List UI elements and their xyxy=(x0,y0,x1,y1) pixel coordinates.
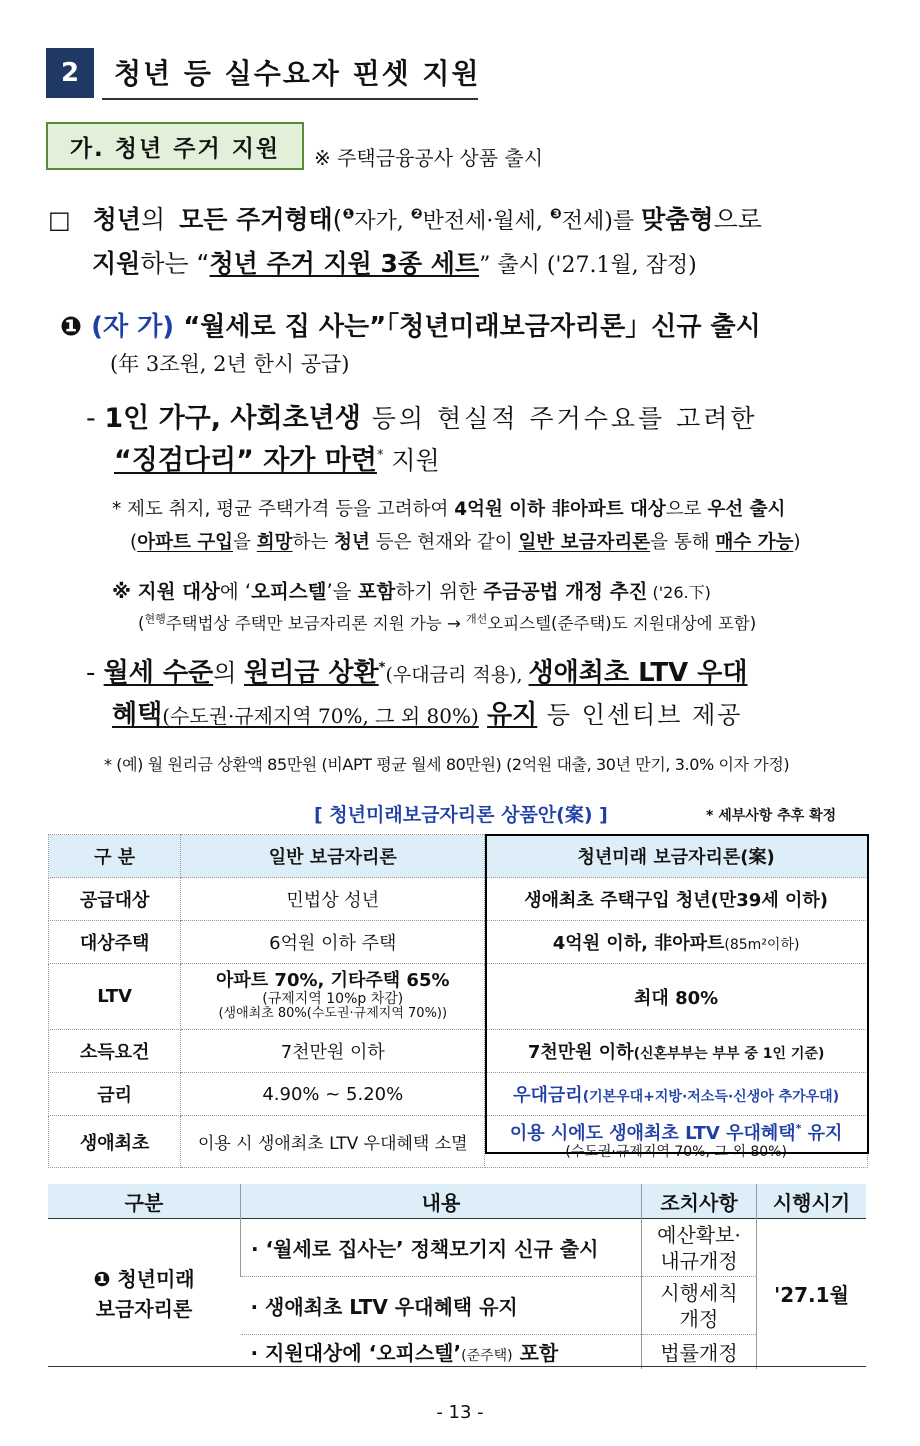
item1-desc-2 xyxy=(114,438,440,477)
action-line: 예산확보· xyxy=(657,1222,741,1247)
note-text: 을 xyxy=(233,532,257,553)
note-text: 하기 위한 xyxy=(395,580,484,603)
item1-label: (자 가) xyxy=(91,312,175,342)
desc-text: 등의 현실적 주거수요를 고려한 xyxy=(360,404,758,433)
intro-word: 청년 xyxy=(92,205,141,234)
intro-word: 하는 “ xyxy=(140,249,210,278)
footnote-mark: * xyxy=(378,660,386,676)
desc-text xyxy=(479,700,487,730)
youth-main: 우대금리 xyxy=(513,1085,583,1106)
note-text: * 제도 취지, 평균 주택가격 등을 고려하여 xyxy=(112,499,455,520)
table-row xyxy=(49,878,868,921)
note-text: ( xyxy=(130,532,138,553)
action-table xyxy=(48,1184,866,1369)
action-cell: 법률개정 xyxy=(642,1335,757,1369)
general-sub: (생애최초 80%(수도권·규제지역 70%)) xyxy=(218,1006,448,1022)
note-bold: 일반 보금자리론 xyxy=(518,532,651,553)
row-label: 대상주택 xyxy=(49,921,181,964)
note-1 xyxy=(112,495,785,521)
note-bold: 청년 xyxy=(334,532,370,553)
youth-small: (85m²이하) xyxy=(724,937,800,953)
product-table-caption xyxy=(314,800,608,827)
intro-word: ” 출시 ('27.1월, 잠정) xyxy=(479,253,697,278)
product-table-note: * 세부사항 추후 확정 xyxy=(706,808,837,824)
section-underline xyxy=(102,98,478,100)
youth-main-text: 유지 xyxy=(801,1122,843,1144)
table-header: 구 분 xyxy=(49,835,181,878)
youth-cell xyxy=(485,1116,868,1168)
action-line: 개정 xyxy=(679,1306,719,1331)
intro-word: 지원 xyxy=(92,249,141,278)
desc-highlight: 생애최초 LTV 우대 xyxy=(528,658,748,688)
note-bold: 희망 xyxy=(256,532,293,553)
youth-main-text: 이용 시에도 생애최초 LTV 우대혜택 xyxy=(509,1122,796,1144)
caption-text: [ 청년미래보금자리론 상품안(案) ] xyxy=(314,804,608,826)
note-text: 오피스텔(준주택)도 지원대상에 포함) xyxy=(487,614,757,633)
note-4 xyxy=(138,610,756,634)
desc-highlight: 유지 xyxy=(487,700,538,730)
intro-word: 반전세·월세, xyxy=(422,209,550,234)
table-header: 시행시기 xyxy=(757,1184,867,1219)
item1-desc-3 xyxy=(86,652,747,689)
section-number: 2 xyxy=(46,48,94,98)
table-header: 조치사항 xyxy=(642,1184,757,1219)
intro-word: 의 xyxy=(140,205,174,234)
table-header-row xyxy=(49,835,868,878)
table-header: 구분 xyxy=(48,1184,241,1219)
group-line xyxy=(49,1264,239,1294)
section-title: 청년 등 실수요자 핀셋 지원 xyxy=(114,57,481,90)
timing-cell: '27.1월 xyxy=(757,1219,867,1369)
intro-word: 으로 xyxy=(713,205,762,234)
row-label: LTV xyxy=(49,964,181,1030)
desc-highlight: 혜택 xyxy=(112,700,163,730)
youth-cell xyxy=(485,1030,868,1073)
table-header: 청년미래 보금자리론(案) xyxy=(485,835,868,878)
note-bold: 지원 대상 xyxy=(137,580,220,603)
content-cell xyxy=(241,1335,642,1369)
note-2 xyxy=(130,528,801,554)
row-label: 생애최초 xyxy=(49,1116,181,1168)
table-row xyxy=(48,1219,866,1277)
page-number: - 13 - xyxy=(436,1402,484,1423)
note-bold: 주금공법 개정 추진 xyxy=(483,580,648,603)
youth-cell xyxy=(485,1073,868,1116)
intro-word: 모든 주거형태 xyxy=(179,205,333,234)
item1-desc-4 xyxy=(112,694,742,731)
intro-word: 전세)를 xyxy=(561,209,642,234)
intro-highlight: 청년 주거 지원 3종 세트 xyxy=(209,249,480,278)
general-sub: (규제지역 10%p 차감) xyxy=(262,991,404,1008)
desc-highlight: “징검다리” 자가 마련 xyxy=(114,445,377,476)
youth-sub: (수도권·규제지역 70%, 그 외 80%) xyxy=(565,1144,787,1161)
note-bold: 아파트 구입 xyxy=(137,532,234,553)
desc-bold: 1인 가구, 사회초년생 xyxy=(104,403,361,434)
note-bold: 포함 xyxy=(357,580,396,603)
note-text: ※ xyxy=(112,580,138,603)
table-row xyxy=(49,1073,868,1116)
general-cell: 6억원 이하 주택 xyxy=(181,921,485,964)
content-small: (준주택) xyxy=(461,1348,513,1365)
item1-desc-1 xyxy=(86,396,758,435)
table-row xyxy=(49,964,868,1030)
footnote-mark: * xyxy=(795,1121,802,1135)
note-text: ) xyxy=(793,532,801,553)
dash: - xyxy=(86,658,104,688)
note-sup: 현행 xyxy=(144,612,166,626)
action-line: 시행세칙 xyxy=(660,1280,738,1305)
note-text: ('26.下) xyxy=(647,583,711,602)
intro-word: 맞춤형 xyxy=(641,205,714,234)
general-cell: 이용 시 생애최초 LTV 우대혜택 소멸 xyxy=(181,1116,485,1168)
content-text: 포함 xyxy=(512,1341,559,1366)
general-cell xyxy=(181,964,485,1030)
product-table xyxy=(48,834,868,1168)
row-label: 금리 xyxy=(49,1073,181,1116)
youth-main: 4억원 이하, 非아파트 xyxy=(552,933,725,954)
subsection-note: ※ 주택금융공사 상품 출시 xyxy=(314,146,544,170)
content-text: · 지원대상에 ‘오피스텔’ xyxy=(250,1341,462,1366)
table-row xyxy=(49,1030,868,1073)
note-text: 에 ‘ xyxy=(219,580,252,603)
content-cell: · 생애최초 LTV 우대혜택 유지 xyxy=(241,1277,642,1335)
circled-number: ❸ xyxy=(549,206,562,223)
note-text: ’을 xyxy=(326,580,358,603)
action-cell xyxy=(642,1219,757,1277)
row-label: 소득요건 xyxy=(49,1030,181,1073)
desc-highlight: 원리금 상환 xyxy=(244,658,379,688)
group-text: 청년미래 xyxy=(117,1266,195,1291)
intro-line-1 xyxy=(48,200,762,236)
subsection-title: 가. 청년 주거 지원 xyxy=(46,122,304,170)
item1-heading xyxy=(60,306,761,343)
youth-cell: 최대 80% xyxy=(485,964,868,1030)
note-text: 등은 현재와 같이 xyxy=(369,532,519,553)
note-3 xyxy=(112,576,711,604)
intro-word: ( xyxy=(332,205,343,234)
youth-cell xyxy=(485,921,868,964)
intro-bullet: □ xyxy=(48,206,71,234)
note-text: ( xyxy=(138,614,145,633)
item1-marker: ❶ xyxy=(60,312,83,342)
action-cell xyxy=(642,1277,757,1335)
table-header: 일반 보금자리론 xyxy=(181,835,485,878)
footnote-mark: * xyxy=(376,448,384,463)
desc-text: 의 xyxy=(213,659,245,687)
action-line: 내규개정 xyxy=(660,1248,738,1273)
content-cell: · ‘월세로 집사는’ 정책모기지 신규 출시 xyxy=(241,1219,642,1277)
note-text: 을 통해 xyxy=(650,532,716,553)
general-cell: 민법상 성년 xyxy=(181,878,485,921)
youth-small: (기본우대+지방·저소득·신생아 추가우대) xyxy=(582,1089,840,1105)
desc-text: 등 인센티브 제공 xyxy=(537,701,743,729)
intro-word: 자가, xyxy=(354,209,411,234)
note-bold: 오피스텔 xyxy=(251,580,327,603)
desc-text: 지원 xyxy=(383,446,440,475)
note-text: 주택법상 주택만 보금자리론 지원 가능 → xyxy=(165,614,467,633)
table-header-row xyxy=(48,1184,866,1219)
general-cell: 4.90% ~ 5.20% xyxy=(181,1073,485,1116)
row-label: 공급대상 xyxy=(49,878,181,921)
note-text: 으로 xyxy=(665,499,708,520)
item1-subtitle: (年 3조원, 2년 한시 공급) xyxy=(110,352,350,376)
table-row xyxy=(49,1116,868,1168)
note-bold: 매수 가능 xyxy=(715,532,794,553)
note-sup: 개선 xyxy=(466,612,488,626)
desc-text: (수도권·규제지역 70%, 그 외 80%) xyxy=(162,704,479,728)
dash: - xyxy=(86,403,105,434)
item1-title: “월세로 집 사는”「청년미래보금자리론」신규 출시 xyxy=(183,312,761,342)
youth-main xyxy=(489,1122,863,1145)
youth-cell: 생애최초 주택구입 청년(만39세 이하) xyxy=(485,878,868,921)
circled-number: ❶ xyxy=(342,206,355,223)
youth-main: 7천만원 이하 xyxy=(527,1042,634,1063)
note-bold: 우선 출시 xyxy=(707,499,786,520)
desc-highlight: 월세 수준 xyxy=(103,658,214,688)
general-cell: 7천만원 이하 xyxy=(181,1030,485,1073)
youth-small: (신혼부부는 부부 중 1인 기준) xyxy=(633,1046,825,1062)
group-marker: ❶ xyxy=(93,1266,111,1291)
desc-text: (우대금리 적용), xyxy=(385,664,529,686)
note-bold: 4억원 이하 非아파트 대상 xyxy=(454,499,666,520)
table-bottom-rule xyxy=(48,1366,866,1367)
note-text: 하는 xyxy=(292,532,335,553)
general-main: 아파트 70%, 기타주택 65% xyxy=(216,969,450,991)
table-header: 내용 xyxy=(241,1184,642,1219)
intro-line-2 xyxy=(92,244,697,280)
circled-number: ❷ xyxy=(410,206,423,223)
note-5: * (예) 월 원리금 상환액 85만원 (비APT 평균 월세 80만원) (2억원 대출, 30년 만기, 3.0% 이자 가정) xyxy=(104,755,790,774)
group-line: 보금자리론 xyxy=(95,1296,193,1321)
table-row xyxy=(49,921,868,964)
group-label xyxy=(48,1219,241,1369)
